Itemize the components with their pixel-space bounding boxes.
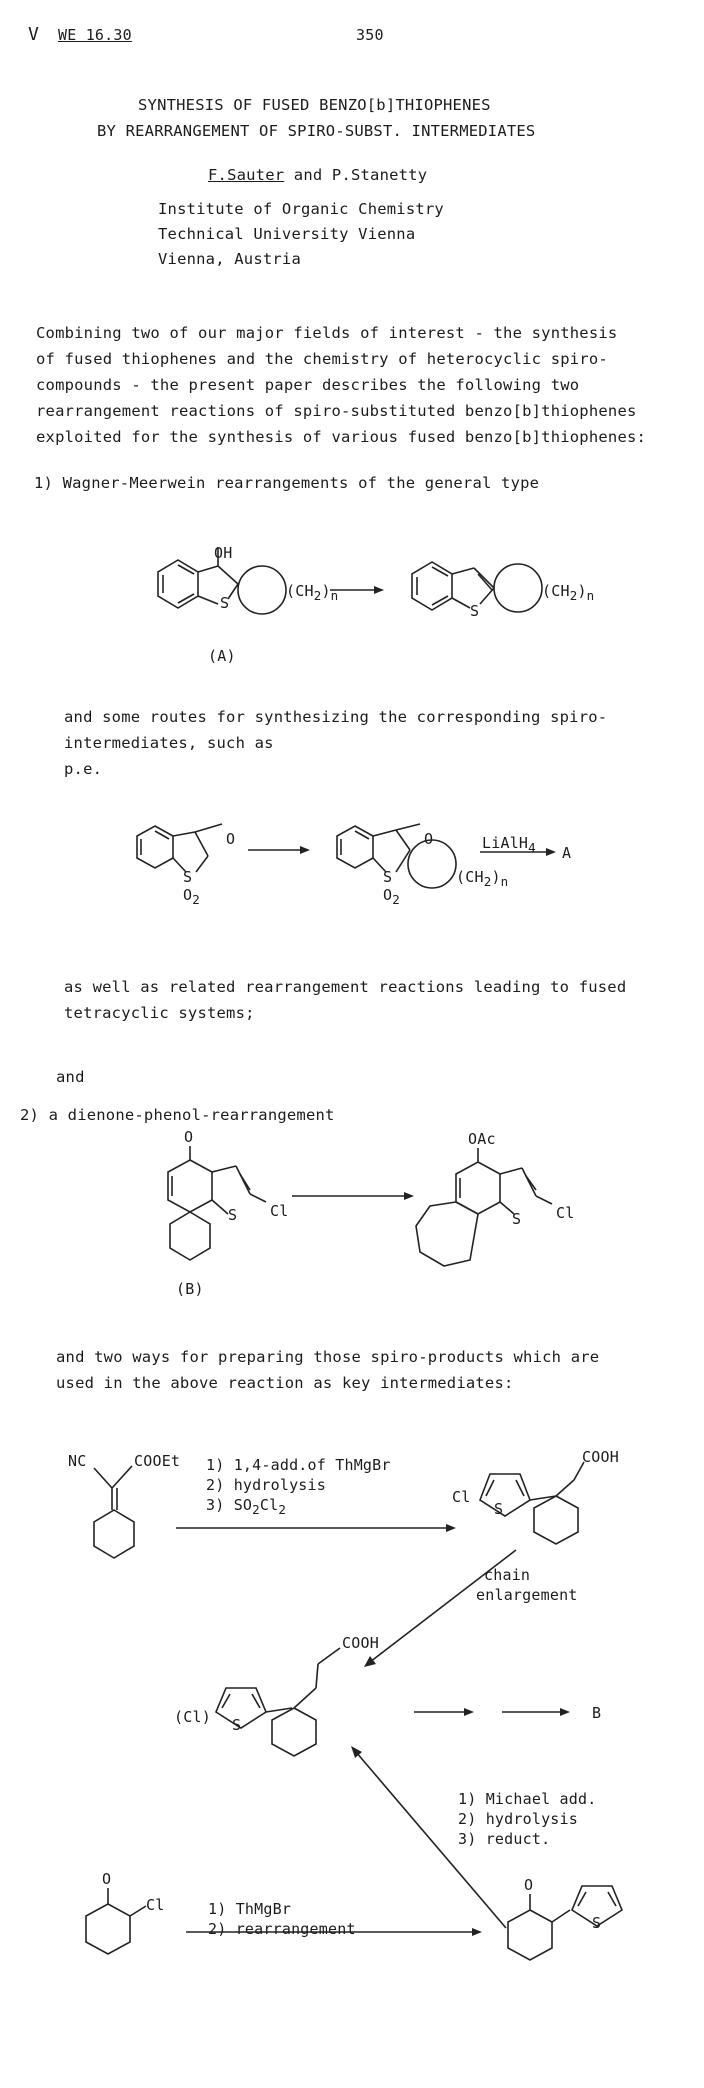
sulfur-label: S	[228, 1206, 238, 1224]
product-a-label: A	[562, 844, 572, 862]
chloro-label: Cl	[270, 1202, 289, 1220]
affiliation-line-1: Institute of Organic Chemistry	[158, 200, 444, 218]
chloro-label: Cl	[556, 1204, 575, 1222]
affiliation-line-2: Technical University Vienna	[158, 225, 416, 243]
chloro-optional-label: (Cl)	[174, 1708, 211, 1726]
sulfur-label: S	[232, 1716, 242, 1734]
chloro-label: Cl	[452, 1488, 471, 1506]
sulfone-o-label: $O_2$	[383, 886, 400, 907]
intro-line: compounds - the present paper describes the following two	[36, 376, 580, 394]
author-presenting: F.Sauter	[208, 166, 285, 184]
compound-b-label: (B)	[176, 1280, 204, 1298]
sulfur-label: S	[183, 868, 193, 886]
routes-line: and some routes for synthesizing the corresponding spiro-	[64, 708, 608, 726]
compound-a-label: (A)	[208, 647, 236, 665]
routes-line: p.e.	[64, 760, 103, 778]
sulfur-label: S	[383, 868, 393, 886]
intro-line: exploited for the synthesis of various fused benzo[b]thiophenes:	[36, 428, 647, 446]
ketone-o-label: O	[524, 1876, 534, 1894]
ketone-o-label: O	[102, 1870, 112, 1888]
margin-mark: V	[28, 24, 40, 45]
nitrile-label: NC	[68, 1452, 87, 1470]
affiliation-line-3: Vienna, Austria	[158, 250, 301, 268]
sulfone-o-label: $O_2$	[183, 886, 200, 907]
cyclohexane-ring	[272, 1708, 316, 1756]
product-b-label: B	[592, 1704, 602, 1722]
routes-line: intermediates, such as	[64, 734, 274, 752]
title-line-1: SYNTHESIS OF FUSED BENZO[b]THIOPHENES	[138, 96, 491, 114]
step-label: 2) rearrangement	[208, 1920, 356, 1938]
author-others: and P.Stanetty	[284, 166, 428, 184]
cyclohexanone-ring	[508, 1910, 552, 1960]
hydroxyl-label: OH	[214, 544, 233, 562]
sulfur-label: S	[220, 594, 230, 612]
step-label: 1) ThMgBr	[208, 1900, 292, 1918]
related-line: tetracyclic systems;	[64, 1004, 255, 1022]
step-label: 1) Michael add.	[458, 1790, 597, 1808]
sulfur-label: S	[494, 1500, 504, 1518]
ch2-label: $(CH_2)_n$	[286, 582, 339, 603]
acetoxy-label: OAc	[468, 1130, 496, 1148]
cyclohexane-ring	[534, 1496, 578, 1544]
chain-label: enlargement	[476, 1586, 578, 1604]
acid-label: COOH	[342, 1634, 379, 1652]
related-line: as well as related rearrangement reactions leading to fused	[64, 978, 627, 996]
step-label: 2) hydrolysis	[458, 1810, 578, 1828]
intro-line: rearrangement reactions of spiro-substituted benzo[b]thiophenes	[36, 402, 637, 420]
step-label: 3) reduct.	[458, 1830, 551, 1848]
carbonyl-o-label: O	[424, 830, 434, 848]
page-number: 350	[356, 26, 384, 44]
section-2-heading: 2) a dienone-phenol-rearrangement	[20, 1106, 335, 1124]
sulfur-label: S	[512, 1210, 522, 1228]
step-label: 2) hydrolysis	[206, 1476, 326, 1494]
chloro-label: Cl	[146, 1896, 165, 1914]
ketone-o-label: O	[184, 1128, 194, 1146]
reagent-label: LiAlH$_4$	[482, 834, 536, 855]
chain-label: chain	[484, 1566, 531, 1584]
ch2-label: $(CH_2)_n$	[456, 868, 509, 889]
title-line-2: BY REARRANGEMENT OF SPIRO-SUBST. INTERMEDIATES	[97, 122, 536, 140]
intro-line: Combining two of our major fields of interest - the synthesis	[36, 324, 618, 342]
sulfur-label: S	[470, 602, 480, 620]
and-text: and	[56, 1068, 85, 1086]
section-1-heading: 1) Wagner-Meerwein rearrangements of the general type	[34, 474, 540, 492]
ways-line: used in the above reaction as key intermediates:	[56, 1374, 514, 1392]
intro-line: of fused thiophenes and the chemistry of heterocyclic spiro-	[36, 350, 608, 368]
carbonyl-o-label: O	[226, 830, 236, 848]
ester-label: COOEt	[134, 1452, 181, 1470]
thiophene-ring	[480, 1474, 530, 1516]
ch2-label: $(CH_2)_n$	[542, 582, 595, 603]
sulfur-label: S	[592, 1914, 602, 1932]
step-label: 1) 1,4-add.of ThMgBr	[206, 1456, 391, 1474]
ways-line: and two ways for preparing those spiro-products which are	[56, 1348, 600, 1366]
step-label: 3) $SO_2Cl_2$	[206, 1496, 287, 1517]
cyclohexane-ring	[94, 1510, 134, 1558]
cyclohexanone-ring	[86, 1904, 130, 1954]
acid-label: COOH	[582, 1448, 619, 1466]
abstract-code: WE 16.30	[58, 26, 132, 44]
